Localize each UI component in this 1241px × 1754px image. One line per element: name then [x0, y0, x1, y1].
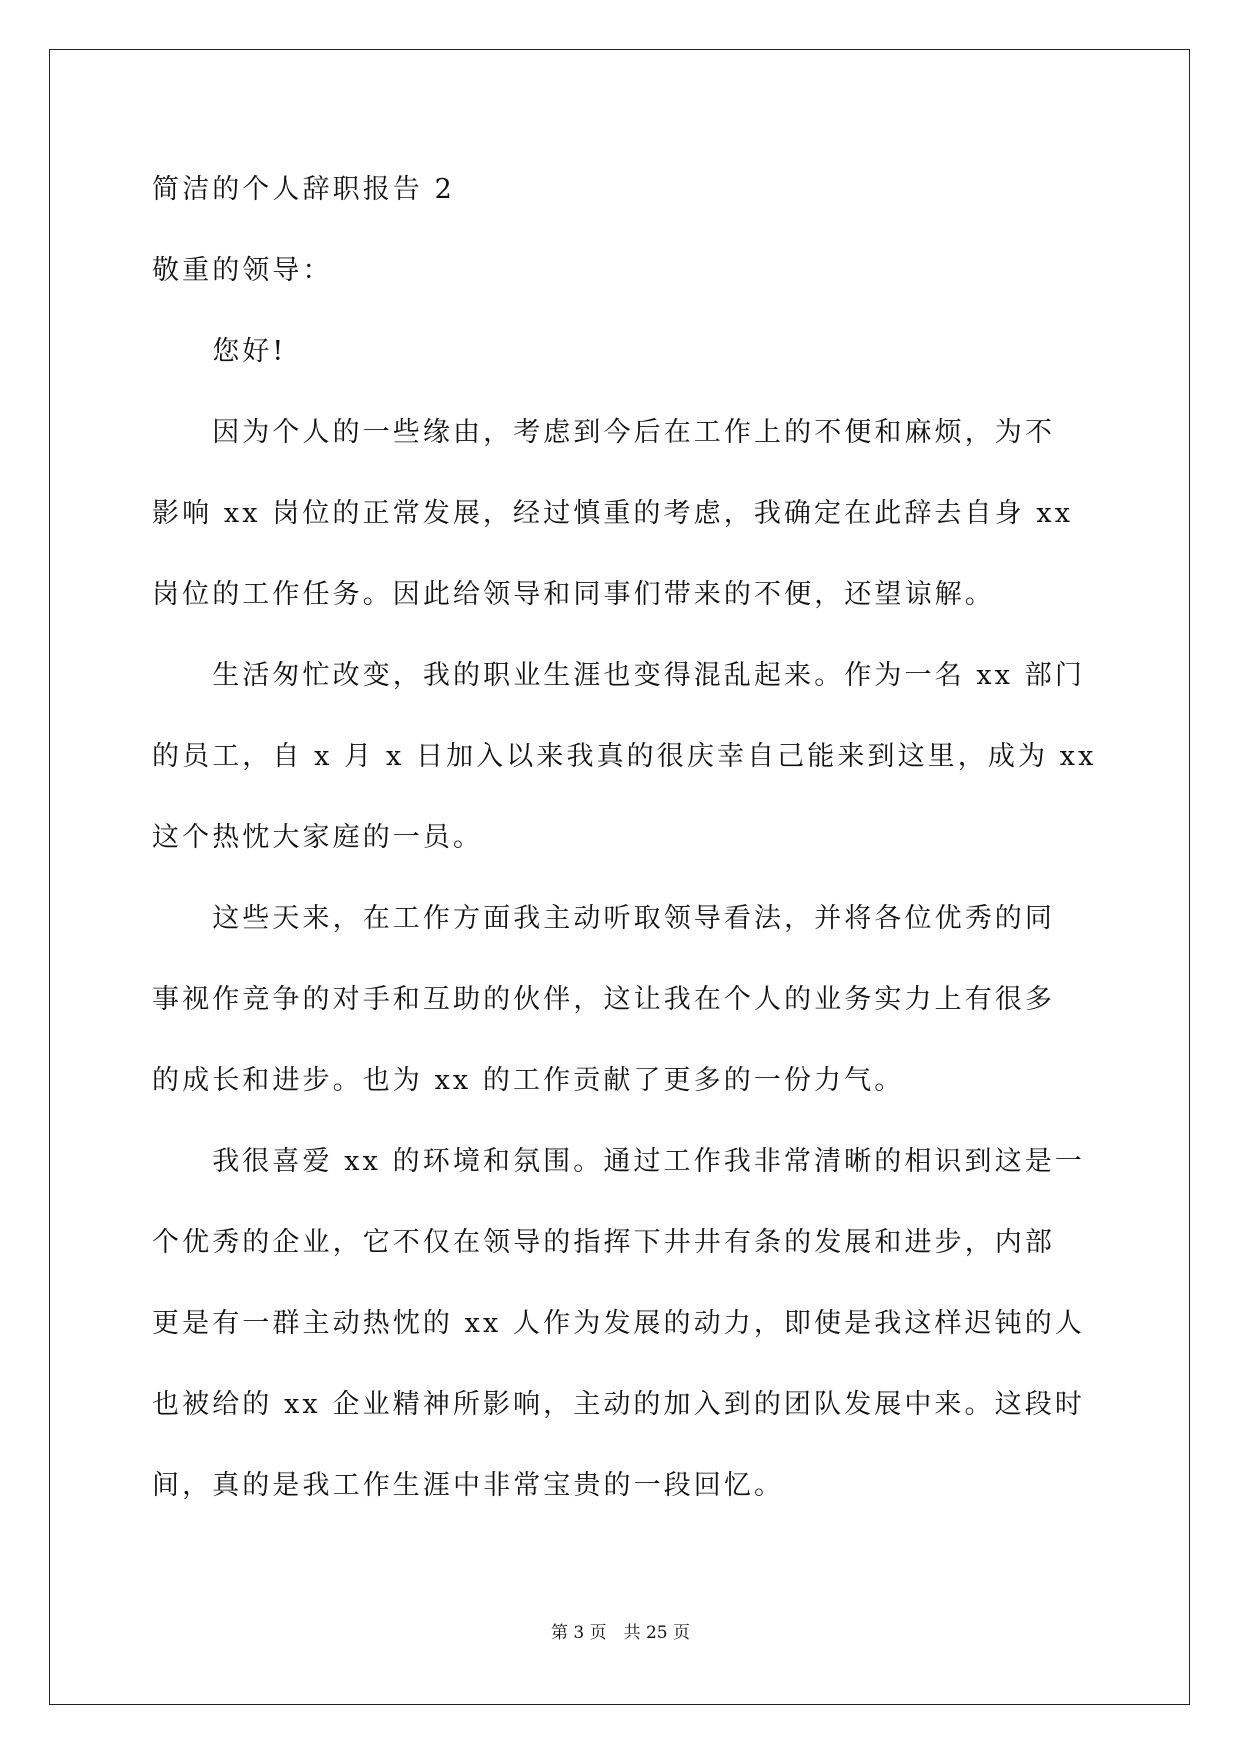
body-line: 您好!	[152, 336, 287, 367]
body-line: 间，真的是我工作生涯中非常宝贵的一段回忆。	[152, 1470, 785, 1501]
document-title: 简洁的个人辞职报告 2	[152, 174, 455, 205]
body-line: 的员工，自 x 月 x 日加入以来我真的很庆幸自己能来到这里，成为 xx	[152, 741, 1097, 772]
body-line: 个优秀的企业，它不仅在领导的指挥下井井有条的发展和进步，内部	[152, 1227, 1055, 1258]
body-line: 这个热忱大家庭的一员。	[152, 822, 484, 853]
body-line: 影响 xx 岗位的正常发展，经过慎重的考虑，我确定在此辞去自身 xx	[152, 498, 1074, 529]
body-line: 的成长和进步。也为 xx 的工作贡献了更多的一份力气。	[152, 1065, 905, 1096]
body-line: 更是有一群主动热忱的 xx 人作为发展的动力，即使是我这样迟钝的人	[152, 1308, 1085, 1339]
body-line: 生活匆忙改变，我的职业生涯也变得混乱起来。作为一名 xx 部门	[152, 660, 1085, 691]
body-line: 因为个人的一些缘由，考虑到今后在工作上的不便和麻烦，为不	[152, 417, 1055, 448]
body-line: 我很喜爱 xx 的环境和氛围。通过工作我非常清晰的相识到这是一	[152, 1146, 1085, 1177]
salutation: 敬重的领导：	[152, 255, 333, 286]
body-line: 事视作竞争的对手和互助的伙伴，这让我在个人的业务实力上有很多	[152, 984, 1055, 1015]
page-number: 第 3 页 共 25 页	[550, 1623, 691, 1643]
body-line: 这些天来，在工作方面我主动听取领导看法，并将各位优秀的同	[152, 903, 1055, 934]
page-border	[49, 49, 1190, 1705]
body-line: 岗位的工作任务。因此给领导和同事们带来的不便，还望谅解。	[152, 579, 995, 610]
body-line: 也被给的 xx 企业精神所影响，主动的加入到的团队发展中来。这段时	[152, 1389, 1085, 1420]
